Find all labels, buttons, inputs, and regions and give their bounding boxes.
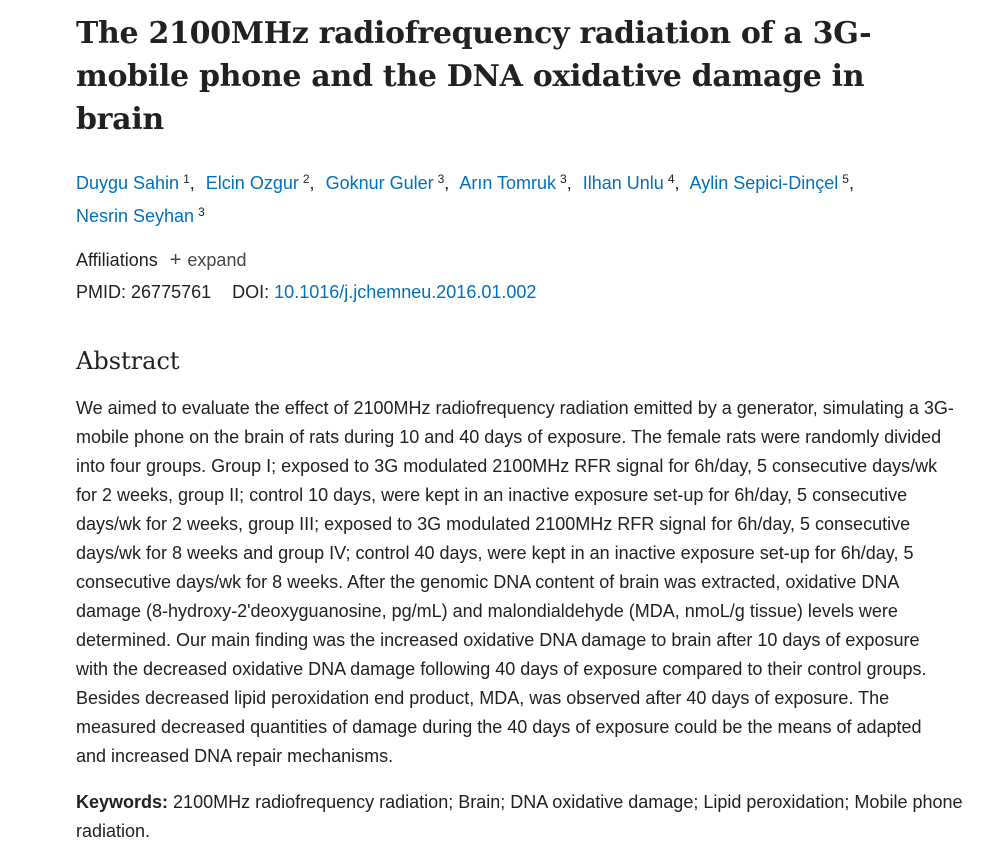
abstract-heading: Abstract (76, 347, 180, 375)
doi-label: DOI: (232, 282, 270, 302)
author-link[interactable]: Ilhan Unlu (582, 173, 664, 193)
affiliation-number[interactable]: 4 (667, 172, 675, 186)
doi-link[interactable]: 10.1016/j.jchemneu.2016.01.002 (274, 282, 537, 302)
author-item (76, 173, 190, 193)
keywords-paragraph (76, 788, 966, 846)
keywords-value: 2100MHz radiofrequency radiation; Brain; DNA oxidative damage; Lipid peroxidation; Mobile phone radiation. (76, 792, 963, 841)
affiliations-row (76, 248, 966, 272)
author-link[interactable]: Elcin Ozgur (205, 173, 299, 193)
abstract-text: We aimed to evaluate the effect of 2100MHz radiofrequency radiation emitted by a generator, simulating a 3G-mobile phone on the brain of rats during 10 and 40 days of exposure. The female rats were randomly divided into four groups. Group I; exposed to 3G modulated 2100MHz RFR signal for 6h/day, 5 consecutive days/wk for 2 weeks, group II; control 10 days, were kept in an inactive exposure set-up for 6h/day, 5 consecutive days/wk for 2 weeks, group III; exposed to 3G modulated 2100MHz RFR signal for 6h/day, 5 consecutive days/wk for 8 weeks and group IV; control 40 days, were kept in an inactive exposure set-up for 6h/day, 5 consecutive days/wk for 8 weeks. After the genomic DNA content of brain was extracted, oxidative DNA damage (8-hydroxy-2'deoxyguanosine, pg/mL) and malondialdehyde (MDA, nmoL/g tissue) levels were determined. Our main finding was the increased oxidative DNA damage to brain after 10 days of exposure with the decreased oxidative DNA damage following 40 days of exposure compared to their control groups. Besides decreased lipid peroxidation end product, MDA, was observed after 40 days of exposure. The measured decreased quantities of damage during the 40 days of exposure could be the means of adapted and increased DNA repair mechanisms. (76, 398, 954, 766)
author-link[interactable]: Duygu Sahin (76, 173, 180, 193)
author-separator: , (848, 173, 854, 193)
article-page (76, 12, 966, 846)
author-item (459, 173, 566, 193)
author-separator: , (674, 173, 680, 193)
author-list (76, 165, 966, 231)
author-item (326, 173, 445, 193)
keywords-label: Keywords: (76, 792, 169, 812)
affiliations-label: Affiliations (76, 250, 158, 270)
identifiers-row (76, 280, 966, 304)
author-separator: , (444, 173, 450, 193)
pmid-label: PMID: (76, 282, 127, 302)
author-item (206, 173, 310, 193)
author-link[interactable]: Goknur Guler (325, 173, 434, 193)
author-link[interactable]: Nesrin Seyhan (76, 206, 195, 226)
affiliation-number[interactable]: 1 (183, 172, 190, 186)
article-title: The 2100MHz radiofrequency radiation of a 3G-mobile phone and the DNA oxidative damage in brain (76, 16, 872, 137)
expand-label: expand (187, 250, 247, 270)
author-separator: , (566, 173, 572, 193)
affiliation-number[interactable]: 3 (198, 205, 205, 219)
author-separator: , (309, 173, 315, 193)
author-item (76, 206, 205, 226)
author-separator: , (189, 173, 195, 193)
author-link[interactable]: Arın Tomruk (459, 173, 557, 193)
affiliation-number[interactable]: 5 (842, 172, 849, 186)
affiliation-number[interactable]: 3 (560, 172, 567, 186)
author-item (583, 173, 675, 193)
expand-affiliations-button[interactable] (170, 248, 247, 272)
pmid-value: 26775761 (131, 282, 212, 302)
plus-icon: + (169, 249, 182, 271)
author-link[interactable]: Aylin Sepici-Dinçel (689, 173, 839, 193)
affiliation-number[interactable]: 2 (302, 172, 310, 186)
affiliation-number[interactable]: 3 (437, 172, 445, 186)
author-item (690, 173, 849, 193)
